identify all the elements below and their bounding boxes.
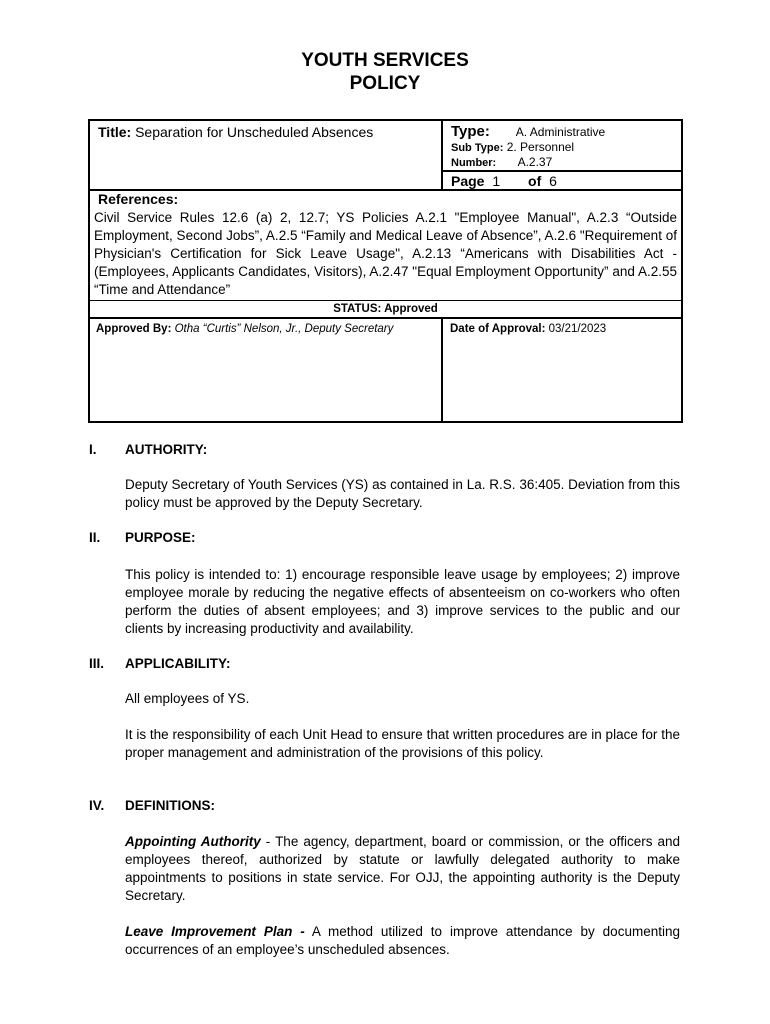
section-number: III.: [89, 656, 105, 671]
authority-paragraph: Deputy Secretary of Youth Services (YS) as contained in La. R.S. 36:405. Deviation from this policy must be approved by the Deputy Secretary.: [125, 477, 680, 510]
approval-date-label: Date of Approval:: [450, 323, 546, 335]
definition-separator: -: [260, 834, 276, 849]
type-cell: [451, 123, 679, 140]
subtype-cell: [451, 140, 574, 156]
status-text: STATUS: Approved: [333, 303, 438, 315]
number-label: Number:: [451, 157, 497, 169]
title-value: Separation for Unscheduled Absences: [135, 124, 374, 140]
references-label: References:: [98, 191, 179, 207]
definition-appointing-authority: [125, 833, 680, 905]
page-cell: [451, 173, 557, 190]
definition-separator: [305, 924, 312, 939]
approval-date-value: 03/21/2023: [548, 323, 607, 335]
section-number: IV.: [89, 798, 105, 813]
approved-by-cell: [96, 321, 393, 338]
type-value: A. Administrative: [515, 125, 606, 139]
applicability-paragraph-2: It is the responsibility of each Unit Head to ensure that written procedures are in place for the proper management and administration of the provisions of this policy.: [125, 727, 680, 760]
approved-by-label: Approved By:: [96, 323, 172, 335]
title-label: Title:: [98, 124, 132, 140]
approval-date-cell: [450, 321, 606, 338]
approved-by-value: Otha “Curtis” Nelson, Jr., Deputy Secretary: [174, 323, 394, 335]
page-value: 1: [492, 173, 501, 189]
title-line-2: POLICY: [349, 73, 421, 94]
policy-header-table: [88, 119, 683, 423]
page-label: Page: [451, 173, 485, 189]
section-number: II.: [89, 530, 101, 545]
section-heading: DEFINITIONS:: [125, 798, 215, 813]
definition-term: Leave Improvement Plan -: [125, 924, 305, 939]
subtype-value: 2. Personnel: [506, 140, 575, 154]
of-value: 6: [549, 173, 557, 189]
number-cell: [451, 155, 552, 171]
section-heading: AUTHORITY:: [125, 442, 208, 457]
section-heading: APPLICABILITY:: [125, 656, 231, 671]
applicability-paragraph-1: All employees of YS.: [125, 691, 250, 706]
section-heading: PURPOSE:: [125, 530, 196, 545]
title-cell: [98, 124, 373, 141]
title-line-1: YOUTH SERVICES: [301, 50, 469, 71]
number-value: A.2.37: [517, 155, 553, 169]
section-number: I.: [89, 442, 97, 457]
definition-text: The agency, department, board or commission, or the officers and employees thereof, authorized by statute or lawfully delegated authority to make appointments to positions in state service. For OJJ, the appointing authority is the Deputy Secretary.: [125, 834, 680, 903]
purpose-paragraph: This policy is intended to: 1) encourage responsible leave usage by employees; 2) improve employee morale by reducing the negative effects of absenteeism on co-workers who often perform the duties of absent employees; and 3) improve services to the public and our clients by increasing productivity and availability.: [125, 567, 680, 636]
type-label: Type:: [451, 123, 490, 140]
definition-term: Appointing Authority: [125, 834, 261, 849]
references-text: Civil Service Rules 12.6 (a) 2, 12.7; YS Policies A.2.1 "Employee Manual", A.2.3 “Outside Employment, Second Jobs”, A.2.5 “Family and Medical Leave of Absence”, A.2.6 "Requirement of Physician's Certification for Sick Leave Usage", A.2.13 “Americans with Disabilities Act - (Employees, Applicants Candidates, Visitors), A.2.47 "Equal Employment Opportunity” and A.2.55 “Time and Attendance”: [94, 210, 677, 297]
definition-text: A method utilized to improve attendance by documenting occurrences of an employee’s unscheduled absences.: [125, 924, 680, 957]
document-title: [0, 49, 770, 95]
definition-leave-improvement-plan: [125, 923, 680, 959]
of-label: of: [528, 173, 542, 189]
subtype-label: Sub Type:: [451, 142, 504, 154]
